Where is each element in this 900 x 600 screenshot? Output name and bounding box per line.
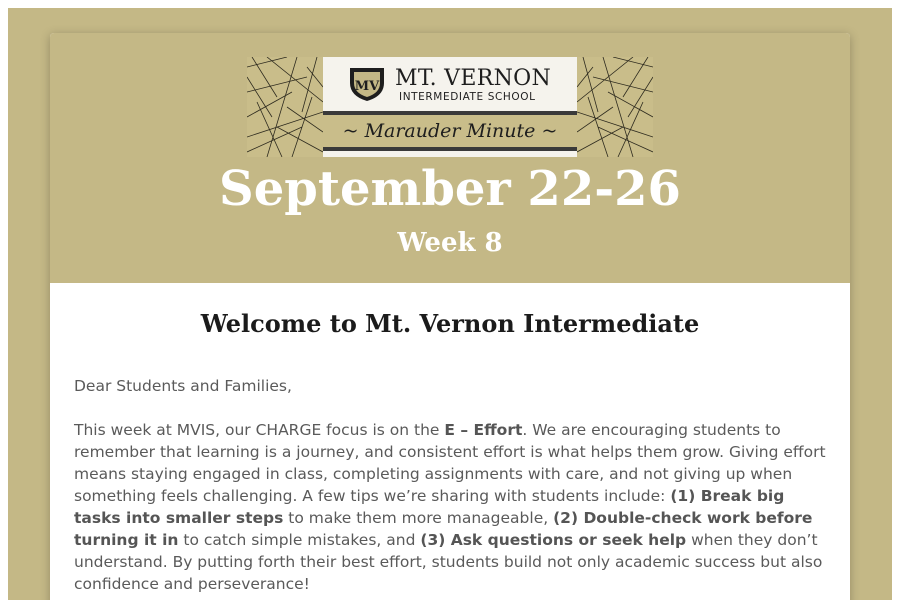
paragraph-text: . We are encouraging students to remember that learning is a journey, and consistent effort is what helps them grow. Giving effort means staying engaged in class, completing assignments with care, and not giving up when something feels challenging. A few tips we’re sharing with students include: <box>74 421 826 505</box>
paragraph-text: to make them more manageable, <box>283 509 554 527</box>
charge-focus: E – Effort <box>444 421 523 439</box>
tip-1: (1) Break big tasks into smaller steps <box>74 487 785 527</box>
school-crest-icon <box>347 65 387 103</box>
greeting: Dear Students and Families, <box>74 377 292 395</box>
charge-paragraph <box>74 419 826 595</box>
school-name: MT. VERNON <box>395 66 552 91</box>
paragraph-text: to catch simple mistakes, and <box>178 531 421 549</box>
geometric-pattern-right <box>577 57 653 157</box>
newsletter-card <box>50 33 850 600</box>
week-label: Week 8 <box>397 228 503 258</box>
newsletter-name: ~ Marauder Minute ~ <box>323 115 577 147</box>
geometric-pattern-left <box>247 57 323 157</box>
welcome-heading: Welcome to Mt. Vernon Intermediate <box>200 309 700 338</box>
date-range-title: September 22-26 <box>219 161 681 217</box>
school-subtitle: INTERMEDIATE SCHOOL <box>399 91 536 103</box>
tip-2: (2) Double-check work before turning it in <box>74 509 813 549</box>
crest-monogram: MV <box>354 79 380 94</box>
tip-3: (3) Ask questions or seek help <box>420 531 687 549</box>
newsletter-header <box>50 33 850 283</box>
paragraph-text: This week at MVIS, our CHARGE focus is on the <box>74 421 445 439</box>
school-logo <box>323 57 577 157</box>
newsletter-body <box>50 309 850 595</box>
page-background <box>8 8 892 600</box>
paragraph-text: when they don’t understand. By putting forth their best effort, students build not only academic success but also confidence and perseverance! <box>74 531 823 593</box>
school-banner <box>247 57 653 157</box>
divider <box>323 147 577 151</box>
